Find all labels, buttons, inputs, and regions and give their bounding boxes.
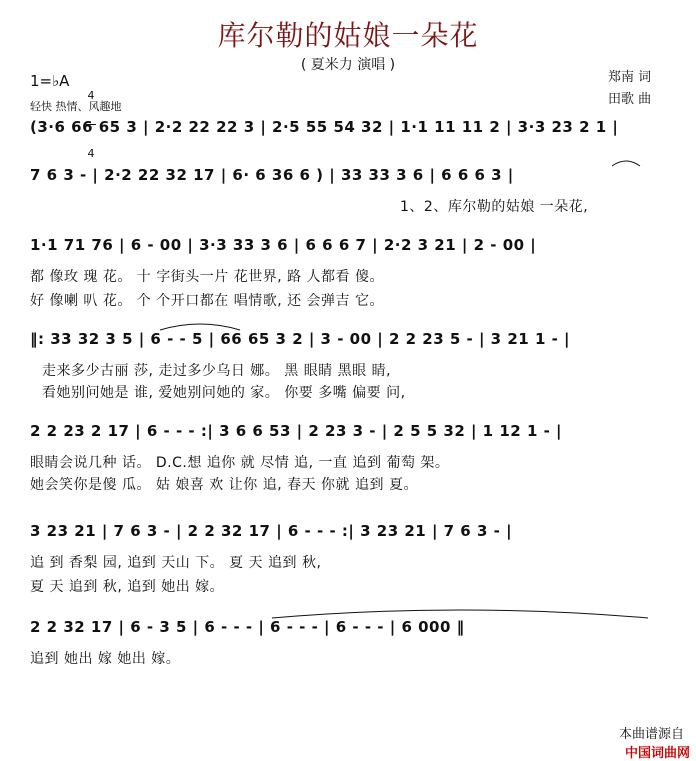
notation-line-3: 1·1 71 76 | 6 - 00 | 3·3 33 3 6 | 6 6 6 7 | 2·2 3 21 | 2 - 00 | [30,236,537,254]
notation-line-2: 7 6 3 - | 2·2 22 32 17 | 6· 6 36 6 ) | 33 33 3 6 | 6 6 6 3 | [30,166,514,184]
tempo-marking: 轻快 热情、风趣地 [30,100,122,113]
tie-mark [272,610,648,618]
lyric-line-2-verse-1: 1、2、库尔勒的姑娘 一朵花, [400,199,589,215]
composer-credit: 田歌 曲 [608,92,652,107]
lyric-line-6-verse-1: 追 到 香梨 园, 追到 天山 下。 夏 天 追到 秋, [30,555,322,571]
notation-line-7: 2 2 32 17 | 6 - 3 5 | 6 - - - | 6 - - - | 6 - - - | 6 000 ‖ [30,618,465,636]
notation-line-1: (3·6 66 65 3 | 2·2 22 22 3 | 2·5 55 54 32 | 1·1 11 11 2 | 3·3 23 2 1 | [30,118,619,136]
song-title: 库尔勒的姑娘一朵花 [217,19,479,52]
notation-line-6: 3 23 21 | 7 6 3 - | 2 2 32 17 | 6 - - - :| 3 23 21 | 7 6 3 - | [30,522,513,540]
lyricist-credit: 郑南 词 [608,70,652,85]
singer-credit: ( 夏米力 演唱 ) [300,57,396,73]
notation-line-5: 2 2 23 2 17 | 6 - - - :| 3 6 6 53 | 2 23 3 - | 2 5 5 32 | 1 12 1 - | [30,422,563,440]
source-footer [611,708,690,761]
lyric-line-5-verse-2: 她会笑你是傻 瓜。 姑 娘喜 欢 让你 追, 春天 你就 追到 夏。 [30,477,418,493]
tie-mark [160,324,240,330]
lyric-line-6-verse-2: 夏 天 追到 秋, 追到 她出 嫁。 [30,579,225,595]
lyric-line-5-verse-1: 眼睛会说几种 话。 D.C.想 追你 就 尽情 追, 一直 追到 葡萄 架。 [30,455,450,471]
footer-site-link[interactable]: 中国词曲网 [624,746,690,761]
lyric-line-3-verse-1: 都 像玫 瑰 花。 十 字街头一片 花世界, 路 人都看 傻。 [30,269,385,285]
lyric-line-4-verse-2: 看她别问她是 谁, 爱她别问她的 家。 你要 多嘴 偏要 问, [42,385,406,401]
meter-bottom: 4 [87,147,95,160]
lyric-line-4-verse-1: 走来多少古丽 莎, 走过多少乌日 娜。 黑 眼睛 黑眼 睛, [42,363,392,379]
meter-top: 4 [87,89,95,102]
footer-source-text: 本曲谱源自 [618,727,684,742]
lyric-line-7-verse-1: 追到 她出 嫁 她出 嫁。 [30,651,181,667]
tie-mark [612,161,640,166]
key-signature: 1=♭A [30,72,70,90]
lyric-line-3-verse-2: 好 像喇 叭 花。 个 个开口都在 唱情歌, 还 会弹吉 它。 [30,293,385,309]
notation-line-4: ‖: 33 32 3 5 | 6 - - 5 | 66 65 3 2 | 3 - 00 | 2 2 23 5 - | 3 21 1 - | [30,330,571,348]
